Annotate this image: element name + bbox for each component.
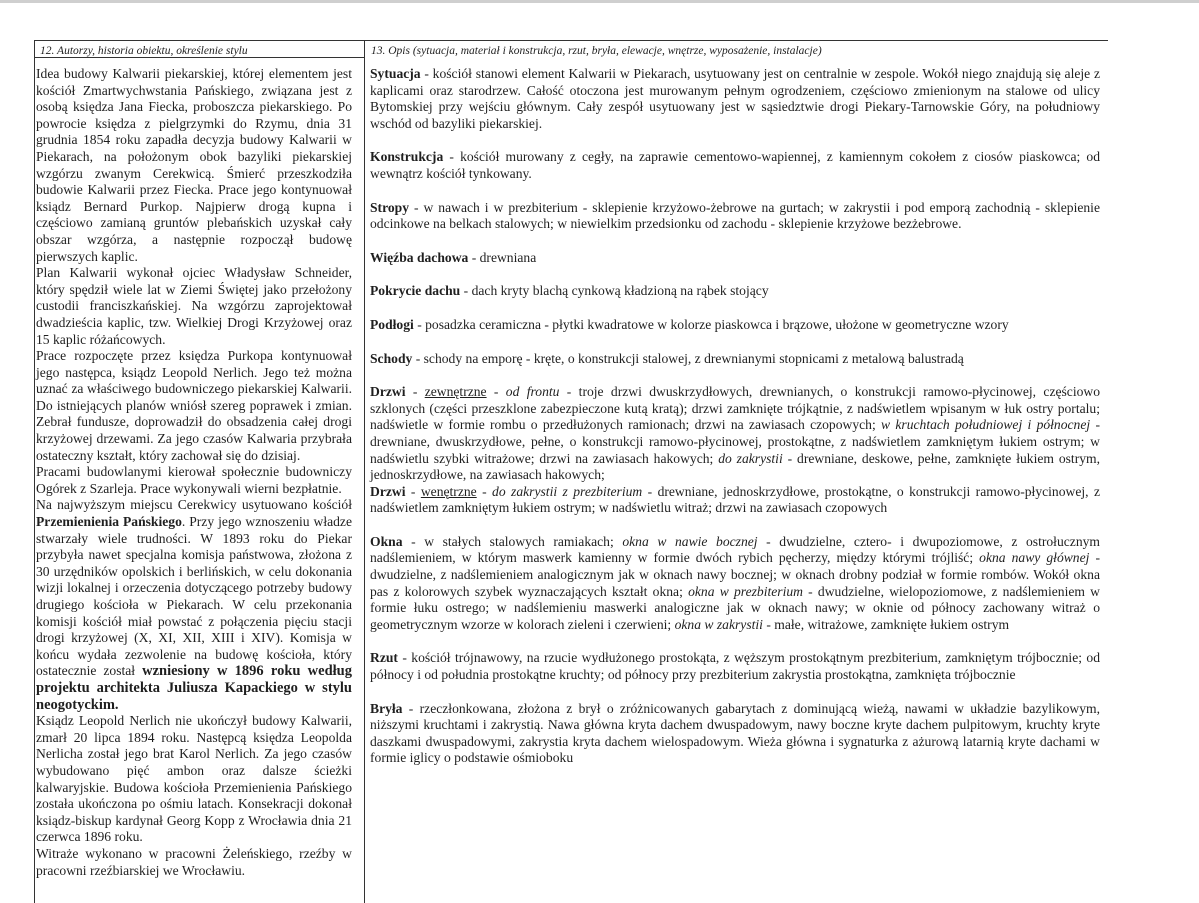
section-podlogi xyxy=(370,317,1100,334)
section-okna xyxy=(370,534,1100,634)
drzwi1-type: zewnętrzne xyxy=(424,384,487,400)
rzut-label: Rzut xyxy=(370,650,398,666)
p5-text-a: Na najwyższym miejscu Cerekwicy usytuowano kościół xyxy=(36,497,352,513)
konstrukcja-label: Konstrukcja xyxy=(370,149,444,165)
pokrycie-text: - dach kryty blachą cynkową kładzioną na rąbek stojący xyxy=(460,283,769,299)
drzwi1-label: Drzwi xyxy=(370,384,406,400)
rzut-text: - kościół trójnawowy, na rzucie wydłużonego prostokąta, z węższym prostokątnym prezbiterium, zamkniętym trójbocznie; od północy i od południa prostokątne kruchty; od północy przy prezbiterium zakrystia prostokątna, zamknięta trójbocznie xyxy=(370,650,1100,683)
header-underline-left xyxy=(34,57,364,58)
top-border xyxy=(34,40,1108,41)
section-drzwi-zewnetrzne xyxy=(370,384,1100,484)
wiezba-label: Więźba dachowa xyxy=(370,249,469,265)
drzwi1-text-2: - drewniane, dwuskrzydłowe, pełne, o konstrukcji ramowo-płycinowej, prostokątne, z nadświetlem zamkniętym łukiem ostrym; w nadświetlu szybki witrażowe; drzwi na zawiasach hakowych; xyxy=(370,417,1100,466)
section-pokrycie xyxy=(370,283,1100,300)
okna-location-4: okna w zakrystii xyxy=(674,616,763,632)
description-column xyxy=(370,66,1100,784)
okna-label: Okna xyxy=(370,533,403,549)
section-stropy xyxy=(370,200,1100,233)
history-paragraph-3: Prace rozpoczęte przez księdza Purkopa kontynuował jego następca, ksiądz Leopold Nerlich. Jego też można uznać za właściwego budowniczego piekarskiej Kalwarii. Do istniejących planów wniósł szereg poprawek i zmian. Zebrał fundusze, doprowadził do obsadzenia całej drogi krzyżowej drzewami. Za jego czasów Kalwaria przybrała ostateczny kształt, który zachował się do dzisiaj. xyxy=(36,348,352,463)
section-bryla xyxy=(370,701,1100,767)
bryla-text: - rzeczłonkowana, złożona z brył o zróżnicowanych gabarytach z dominującą wieżą, nawami w układzie bazylikowym, niższymi kruchtami i zakrystią. Nawa główna kryta dachem dwuspadowym, nawy boczne kryte dachem pulpitowym, kruchty kryte daszkami dwuspadowymi, zakrystia kryta dachem wielospadowym. Wieża główna i sygnaturka z ażurową latarnią kryte dachami w formie iglicy o podstawie ośmioboku xyxy=(370,700,1100,766)
okna-text-2: - dwudzielne, cztero- i dwupoziomowe, z ostrołucznym nadślemieniem, w którym maswerk kamienny w formie dwóch rybich pęcherzy, między którymi trójliść; xyxy=(370,533,1100,566)
schody-text: - schody na emporę - kręte, o konstrukcji stalowej, z drewnianymi stopnicami z metalową balustradą xyxy=(412,350,964,366)
section-wiezba xyxy=(370,250,1100,267)
drzwi2-location: - do zakrystii z prezbiterium xyxy=(476,483,643,499)
section-rzut xyxy=(370,650,1100,683)
okna-text-1: - w stałych stalowych ramiakach; xyxy=(402,533,623,549)
stropy-text: - w nawach i w prezbiterium - sklepienie krzyżowo-żebrowe na gurtach; w zakrystii i pod emporą zachodnią - sklepienie odcinkowe na belkach stalowych; w niewielkim przedsionku od zachodu - sklepienie krzyżowe bezżebrowe. xyxy=(370,199,1100,232)
left-border xyxy=(34,40,35,903)
podlogi-label: Podłogi xyxy=(370,316,414,332)
history-paragraph-4: Pracami budowlanymi kierował społecznie budowniczy Ogórek z Szarleja. Prace wykonywali wierni bezpłatnie. xyxy=(36,464,352,496)
drzwi2-label: Drzwi xyxy=(370,483,406,499)
history-paragraph-6: Ksiądz Leopold Nerlich nie ukończył budowy Kalwarii, zmarł 20 lipca 1894 roku. Następcą księdza Leopolda Nerlicha został jego brat Karol Nerlich. Za jego czasów wybudowano pięć ambon oraz dalsze ścieżki kalwaryjskie. Budowa kościoła Przemienienia Pańskiego została ukończona po ośmiu latach. Konsekracji dokonał ksiądz-biskup kardynał Georg Kopp z Wrocławia dnia 21 czerwca 1896 roku. xyxy=(36,713,352,845)
schody-label: Schody xyxy=(370,350,413,366)
podlogi-text: - posadzka ceramiczna - płytki kwadratowe w kolorze piaskowca i brązowe, ułożone w geometryczne wzory xyxy=(413,316,1009,332)
wiezba-text: - drewniana xyxy=(468,249,537,265)
section-sytuacja xyxy=(370,66,1100,132)
history-paragraph-5 xyxy=(36,497,352,713)
pokrycie-label: Pokrycie dachu xyxy=(370,283,461,299)
drzwi1-location-3: do zakrystii xyxy=(718,450,783,466)
drzwi2-text: - drewniane, jednoskrzydłowe, prostokątne, o konstrukcji ramowo-płycinowej, z nadświetlem zamkniętym łukiem ostrym; w nadświetlu witraż; drzwi na zawiasach czopowych xyxy=(370,483,1100,516)
okna-text-5: - małe, witrażowe, zamknięte łukiem ostrym xyxy=(762,616,1010,632)
drzwi1-location-2: w kruchtach południowej i północnej xyxy=(881,417,1091,433)
okna-location-2: okna nawy głównej xyxy=(979,550,1090,566)
drzwi2-sep: - xyxy=(405,483,421,499)
p5-church-name: Przemienienia Pańskiego xyxy=(36,514,182,530)
drzwi1-sep: - xyxy=(405,384,425,400)
history-column xyxy=(36,66,352,879)
scan-edge xyxy=(0,0,1199,3)
drzwi1-location-1: - od frontu xyxy=(486,384,560,400)
right-column-header: 13. Opis (sytuacja, materiał i konstrukcja, rzut, bryła, elewacje, wnętrze, wyposażenie, instalacje) xyxy=(371,45,822,57)
section-drzwi-wewnetrzne xyxy=(370,484,1100,517)
history-paragraph-1: Idea budowy Kalwarii piekarskiej, której elementem jest kościół Zmartwychwstania Pańskiego, związana jest z osobą księdza Jana Fiecka, proboszcza piekarskiego. Po powrocie księdza z pielgrzymki do Rzymu, dnia 31 grudnia 1854 roku zapadła decyzja budowy Kalwarii w Piekarach, na położonym obok bazyliki piekarskiej wzgórzu zwanym Cerekwicą. Śmierć przeszkodziła budowie Kalwarii przez Fiecka. Prace jego kontynuował ksiądz Bernard Purkop. Najpierw drogą kupna i częściowo zamianą gruntów plebańskich uzyskał cały obszar wzgórza, a następnie rozpoczął budowę pierwszych kaplic. xyxy=(36,66,352,264)
okna-location-1: okna w nawie bocznej xyxy=(622,533,758,549)
okna-text-3: - dwudzielne, z nadślemieniem analogicznym jak w oknach nawy bocznej; w oknach drobny podział w formie rombów. Wokół okna pas z kolorowych szybek wyznaczających kształt okna; xyxy=(370,550,1100,599)
history-paragraph-2: Plan Kalwarii wykonał ojciec Władysław Schneider, który spędził wiele lat w Ziemi Świętej jako przełożony custodii franciszkańskiej. Na wzgórzu zaprojektował dwadzieścia kaplic, tzw. Wielkiej Drogi Krzyżowej oraz 15 kaplic różańcowych. xyxy=(36,265,352,347)
stropy-label: Stropy xyxy=(370,199,410,215)
drzwi1-text-3: - drewniane, deskowe, pełne, zamknięte łukiem ostrym, jednoskrzydłowe, na zawiasach hakowych; xyxy=(370,450,1100,483)
p5-built-statement: wzniesiony w 1896 roku według projektu architekta Juliusza Kapackiego w stylu neogotyckim. xyxy=(36,663,352,713)
sytuacja-text: - kościół stanowi element Kalwarii w Piekarach, usytuowany jest on centralnie w zespole. Wokół niego znajdują się aleje z kaplicami oraz starodrzew. Całość otoczona jest murowanym pełnym ogrodzeniem, częściowo zmienionym na stalowe od ulicy Bytomskiej przy wejściu głównym. Cały zespół usytuowany jest w sąsiedztwie drogi Piekary-Tarnowskie Góry, na południowy wschód od bazyliki piekarskiej. xyxy=(370,66,1100,131)
okna-text-4: - dwudzielne, wielopoziomowe, z nadślemieniem w formie łuku ostrego; w nadślemieniu maswerki analogiczne jak w oknach nawy; w oknie od północy zachowany witraż o geometrycznym wzorze w kolorach zieleni i czerwieni; xyxy=(370,583,1100,632)
okna-location-3: okna w prezbiterium xyxy=(688,583,803,599)
p5-text-c: . Przy jego wznoszeniu władze stwarzały wiele trudności. W 1893 roku do Piekar przybyła nawet specjalna komisja państwowa, złożona z 30 urzędników opolskich i berlińskich, w celu dokonania wizji lokalnej i orzeczenia dotyczącego potrzeby budowy drugiego kościoła w Piekarach. W celu przekonania komisji kościół miał powstać z połączenia pięciu stacji drogi krzyżowej (X, XI, XII, XIII i XIV). Komisja w końcu wydała zezwolenie na budowę kościoła, który ostatecznie został xyxy=(36,514,352,679)
section-konstrukcja xyxy=(370,149,1100,182)
history-paragraph-7: Witraże wykonano w pracowni Żeleńskiego, rzeźby w pracowni rzeźbiarskiej we Wrocławiu. xyxy=(36,845,352,878)
bryla-label: Bryła xyxy=(370,700,403,716)
drzwi1-text-1: - troje drzwi dwuskrzydłowych, drewnianych, o konstrukcji ramowo-płycinowej, częściowo szklonych (części przeszklone zabezpieczone kutą kratą); drzwi zamknięte trójkątnie, z nadświetlem wpisanym w łuk ostry portalu; nadświetle w formie rombu o przedłużonych ramionach; drzwi na zawiasach czopowych; xyxy=(370,384,1101,433)
left-column-header: 12. Autorzy, historia obiektu, określenie stylu xyxy=(40,45,248,57)
column-divider xyxy=(364,40,365,903)
konstrukcja-text: - kościół murowany z cegły, na zaprawie cementowo-wapiennej, z kamiennym cokołem z ciosów piaskowca; od wewnątrz kościół tynkowany. xyxy=(370,149,1100,181)
drzwi2-type: wenętrzne xyxy=(420,483,477,499)
sytuacja-label: Sytuacja xyxy=(370,66,421,81)
section-schody xyxy=(370,351,1100,368)
